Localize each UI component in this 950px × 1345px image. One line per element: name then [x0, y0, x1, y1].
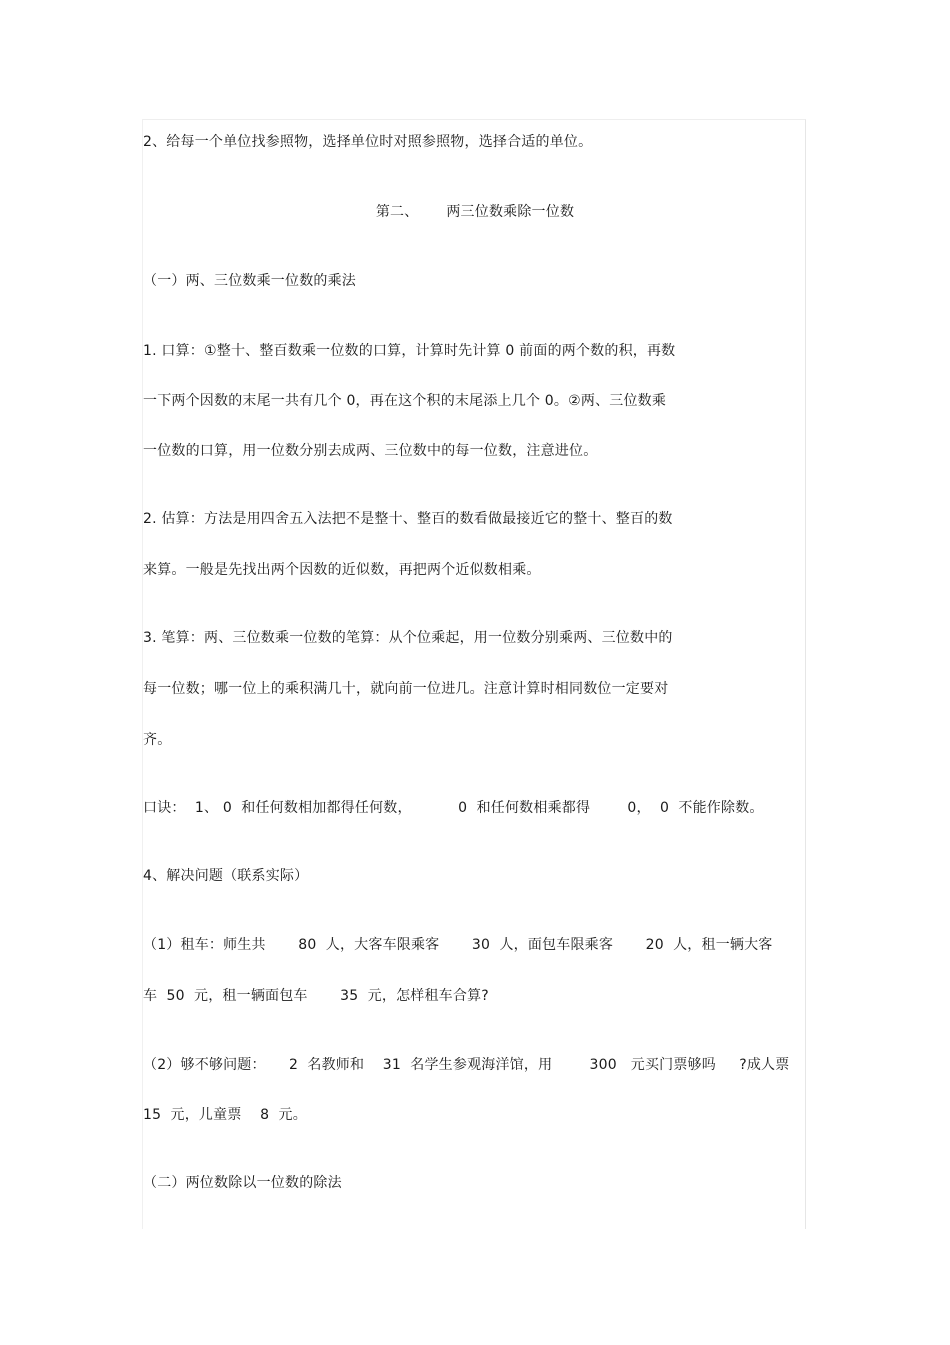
text-line-written-2: 每一位数；哪一位上的乘积满几十，就向前一位进几。注意计算时相同数位一定要对: [143, 681, 669, 697]
subsection-heading-multiplication: （一）两、三位数乘一位数的乘法: [143, 273, 356, 289]
text-line-estimate-1: 2. 估算：方法是用四舍五入法把不是整十、整百的数看做最接近它的整十、整百的数: [143, 511, 673, 527]
text-line-mnemonic: 口诀： 1、 0 和任何数相加都得任何数， 0 和任何数相乘都得 0， 0 不能作除数。: [143, 800, 764, 816]
text-line-mental-3: 一位数的口算，用一位数分别去成两、三位数中的每一位数，注意进位。: [143, 443, 598, 459]
text-line-mental-1: 1. 口算：①整十、整百数乘一位数的口算，计算时先计算 0 前面的两个数的积，再数: [143, 343, 676, 359]
text-line-enough-2: 15 元，儿童票 8 元。: [143, 1107, 307, 1123]
text-line-mental-2: 一下两个因数的末尾一共有几个 0，再在这个积的末尾添上几个 0。②两、三位数乘: [143, 393, 667, 409]
text-line-written-3: 齐。: [143, 732, 172, 748]
section-heading: 第二、 两三位数乘除一位数: [375, 204, 575, 220]
subsection-heading-division: （二）两位数除以一位数的除法: [143, 1175, 342, 1191]
text-line-written-1: 3. 笔算：两、三位数乘一位数的笔算：从个位乘起，用一位数分别乘两、三位数中的: [143, 630, 673, 646]
text-line-rent-2: 车 50 元，租一辆面包车 35 元，怎样租车合算?: [143, 988, 489, 1004]
text-line-rent-1: （1）租车：师生共 80 人，大客车限乘客 30 人，面包车限乘客 20 人，租一辆大客: [143, 937, 773, 953]
text-line-enough-1: （2）够不够问题： 2 名教师和 31 名学生参观海洋馆，用 300 元买门票够吗 ?成人票: [143, 1057, 790, 1073]
text-line-estimate-2: 来算。一般是先找出两个因数的近似数，再把两个近似数相乘。: [143, 562, 541, 578]
text-line-problems-heading: 4、解决问题（联系实际）: [143, 868, 309, 884]
text-line-units: 2、给每一个单位找参照物，选择单位时对照参照物，选择合适的单位。: [143, 134, 593, 150]
